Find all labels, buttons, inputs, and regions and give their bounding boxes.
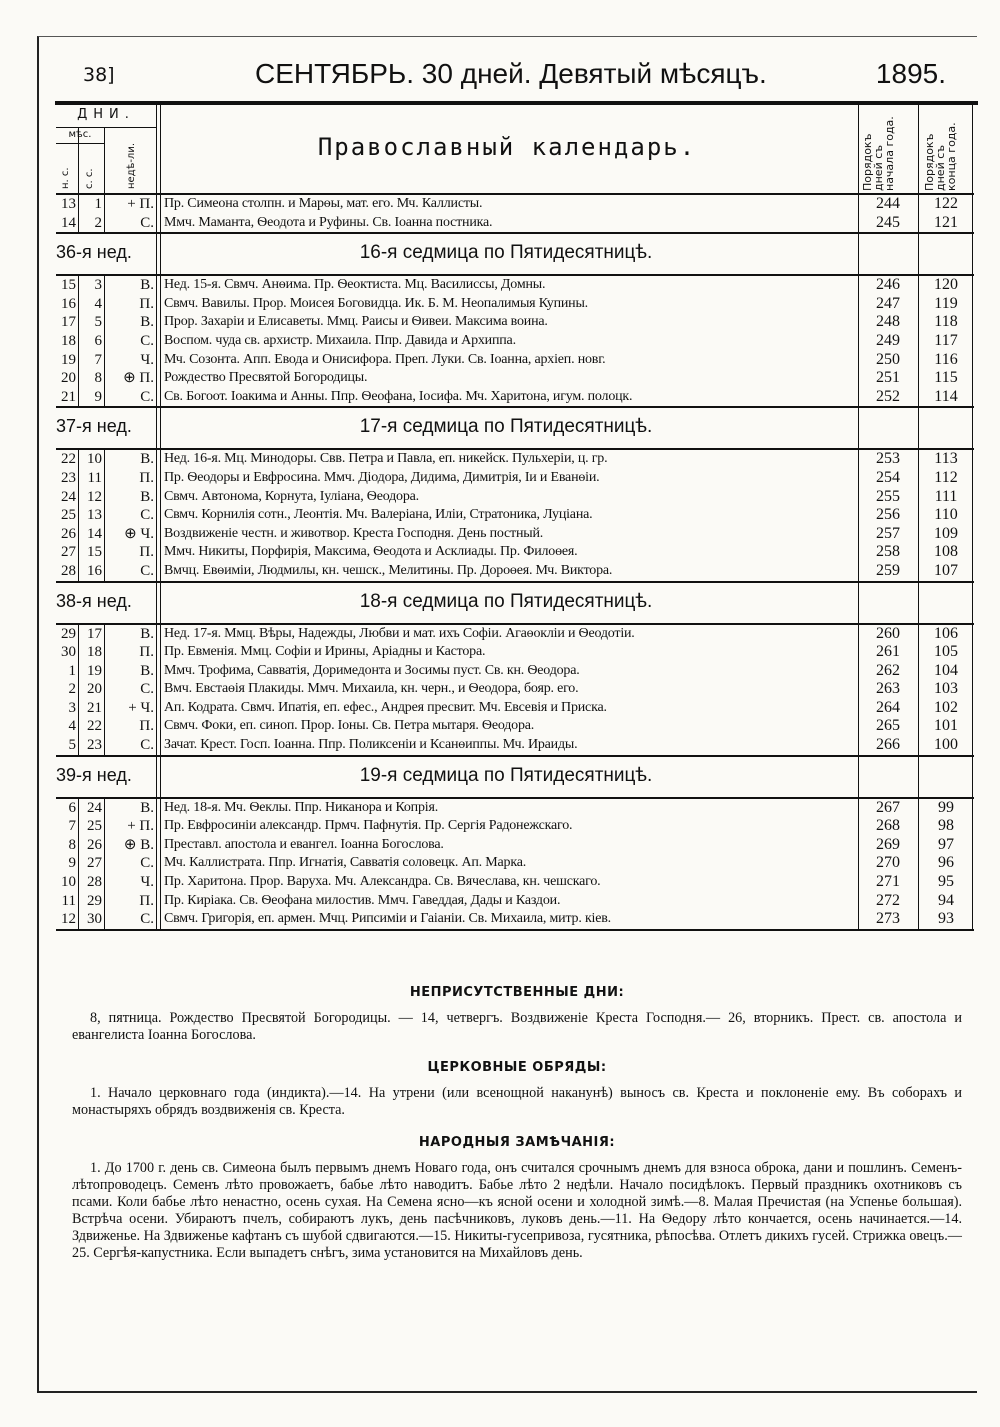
saints-text: Нед. 17-я. Ммц. Вѣры, Надежды, Любви и мат. ихъ Софіи. Агаѳокліи и Ѳеодотіи.: [164, 625, 635, 641]
days-to-end: 97: [938, 835, 954, 853]
day-of-year: 267: [876, 798, 900, 816]
saints-text: Нед. 15-я. Свмч. Анѳима. Пр. Ѳеоктиста. Мц. Василиссы, Домны.: [164, 277, 546, 293]
old-style-day: 29: [87, 892, 102, 909]
table-row: [56, 717, 974, 736]
week-label: 39-я нед.: [56, 764, 132, 785]
weekday: С.: [140, 911, 154, 928]
days-to-end: 114: [934, 387, 958, 405]
days-to-end: 109: [934, 524, 958, 542]
weekday: С.: [140, 562, 154, 579]
days-to-end: 101: [934, 717, 958, 735]
day-of-year: 245: [876, 213, 900, 231]
table-row: [56, 643, 974, 662]
new-style-day: 7: [68, 818, 76, 835]
day-of-year: 244: [876, 195, 900, 212]
old-style-day: 24: [87, 799, 102, 816]
new-style-day: 1: [68, 662, 76, 679]
day-of-year: 247: [876, 294, 900, 312]
days-to-end: 95: [938, 873, 954, 891]
table-row: [56, 214, 974, 233]
old-style-day: 10: [87, 451, 102, 468]
weekday: + П.: [127, 196, 154, 212]
old-style-day: 14: [87, 525, 102, 542]
new-style-day: 11: [61, 892, 76, 909]
table-row: [56, 488, 974, 507]
days-to-end: 119: [934, 294, 958, 312]
old-style-day: 30: [87, 911, 102, 928]
saints-text: Пр. Киріака. Св. Ѳеофана милостив. Ммч. Гаведдая, Дады и Каздои.: [164, 892, 561, 908]
saints-text: Нед. 18-я. Мч. Ѳеклы. Ппр. Никанора и Копрія.: [164, 799, 439, 815]
order-start-header: Порядокъ дней съ начала года.: [861, 116, 896, 191]
old-style-day: 22: [87, 718, 102, 735]
week-header: [56, 581, 974, 625]
new-style-day: 14: [61, 214, 76, 231]
days-to-end: 118: [934, 313, 958, 331]
week-title: 19-я седмица по Пятидесятницѣ.: [359, 764, 653, 786]
old-style-day: 28: [87, 874, 102, 891]
old-style-day: 17: [87, 625, 102, 642]
days-to-end: 106: [934, 624, 958, 642]
weekday: П.: [139, 469, 154, 486]
day-of-year: 271: [876, 873, 900, 891]
days-to-end: 116: [934, 350, 958, 368]
saints-text: Воздвиженіе честн. и животвор. Креста Господня. День постный.: [164, 525, 544, 541]
week-label: 36-я нед.: [56, 242, 132, 263]
weekday: С.: [140, 214, 154, 231]
table-row: [56, 873, 974, 892]
day-of-year: 262: [876, 661, 900, 679]
table-row: [56, 836, 974, 855]
week-title: 16-я седмица по Пятидесятницѣ.: [359, 242, 653, 264]
days-to-end: 100: [934, 736, 958, 754]
day-of-year: 250: [876, 350, 900, 368]
new-style-day: 5: [68, 737, 76, 754]
days-to-end: 96: [938, 854, 954, 872]
saints-text: Свмч. Фоки, еп. синоп. Прор. Іоны. Св. Петра мытаря. Ѳеодора.: [164, 718, 535, 734]
table-row: [56, 699, 974, 718]
day-block: [56, 625, 974, 755]
old-style-day: 13: [87, 507, 102, 524]
days-to-end: 120: [934, 276, 958, 294]
table-row: [56, 817, 974, 836]
new-style-day: 4: [68, 718, 76, 735]
day-of-year: 251: [876, 369, 900, 387]
weekday: Ч.: [140, 351, 154, 368]
day-of-year: 246: [876, 276, 900, 294]
notes-section: [72, 985, 962, 1278]
days-to-end: 105: [934, 643, 958, 661]
weekday: С.: [140, 855, 154, 872]
table-row: [56, 892, 974, 911]
new-style-day: 2: [68, 681, 76, 698]
old-style-day: 21: [87, 699, 102, 716]
day-of-year: 253: [876, 450, 900, 468]
saints-text: Воспом. чуда св. архистр. Михаила. Ппр. Давида и Архиппа.: [164, 332, 516, 348]
new-style-day: 10: [61, 874, 76, 891]
old-style-day: 16: [87, 562, 102, 579]
old-style-day: 4: [94, 295, 102, 312]
week-title: 17-я седмица по Пятидесятницѣ.: [359, 416, 653, 438]
table-row: [56, 388, 974, 407]
month-subheader: мѣс.: [56, 129, 104, 144]
new-style-day: 19: [61, 351, 76, 368]
saints-text: Ммч. Трофима, Савватія, Доримедонта и Зосимы пуст. Св. кн. Ѳеодора.: [164, 662, 580, 678]
day-of-year: 258: [876, 543, 900, 561]
days-to-end: 104: [934, 661, 958, 679]
saints-text: Вмч. Евстаѳія Плакиды. Ммч. Михаила, кн. черн., и Ѳеодора, бояр. его.: [164, 681, 579, 697]
week-header: [56, 232, 974, 276]
old-style-day: 27: [87, 855, 102, 872]
table-row: [56, 736, 974, 755]
new-style-day: 12: [61, 911, 76, 928]
calendar-table: [56, 105, 974, 931]
day-block: [56, 450, 974, 580]
day-of-year: 264: [876, 698, 900, 716]
rites-heading: ЦЕРКОВНЫЕ ОБРЯДЫ:: [427, 1060, 607, 1075]
saints-text: Преставл. апостола и евангел. Іоанна Богослова.: [164, 836, 444, 852]
saints-text: Мч. Каллистрата. Ппр. Игнатія, Савватія соловецк. Ап. Марка.: [164, 855, 527, 871]
saints-text: Пр. Симеона столпн. и Марѳы, мат. его. Мч. Каллисты.: [164, 196, 483, 211]
table-row: [56, 525, 974, 544]
saints-text: Нед. 16-я. Мц. Минодоры. Свв. Петра и Павла, еп. никейск. Пульхеріи, ц. гр.: [164, 451, 608, 467]
new-style-day: 28: [61, 562, 76, 579]
saints-text: Свмч. Григорія, еп. армен. Мчц. Рипсиміи и Гаіаніи. Св. Михаила, митр. кіев.: [164, 911, 611, 927]
week-title: 18-я седмица по Пятидесятницѣ.: [359, 590, 653, 612]
saints-text: Прор. Захаріи и Елисаветы. Ммц. Раисы и Ѳивеи. Максима воина.: [164, 314, 548, 330]
saints-text: Ап. Кодрата. Свмч. Ипатія, еп. ефес., Андрея пресвит. Мч. Евсевія и Приска.: [164, 699, 607, 715]
page-number: 38]: [83, 64, 115, 86]
days-to-end: 99: [938, 798, 954, 816]
new-style-day: 16: [61, 295, 76, 312]
table-row: [56, 195, 974, 214]
new-style-day: 17: [61, 314, 76, 331]
day-of-year: 272: [876, 891, 900, 909]
page-year: 1895.: [875, 58, 946, 89]
day-block: [56, 195, 974, 232]
days-to-end: 94: [938, 891, 954, 909]
weekday: С.: [140, 737, 154, 754]
table-row: [56, 313, 974, 332]
day-of-year: 255: [876, 487, 900, 505]
folk-heading: НАРОДНЫЯ ЗАМѢЧАНІЯ:: [418, 1135, 616, 1150]
new-style-day: 21: [61, 388, 76, 405]
rites-text: 1. Начало церковнаго года (индикта).—14. На утрени (или всенощной наканунѣ) выносъ св. Креста и поклоненіе ему. Въ соборахъ и монастыряхъ обрядъ воздвиженія св. Креста.: [72, 1085, 962, 1118]
days-to-end: 107: [934, 561, 958, 579]
old-style-day: 7: [94, 351, 102, 368]
new-style-day: 26: [61, 525, 76, 542]
saints-text: Свмч. Корнилія сотн., Леонтія. Мч. Валеріана, Иліи, Стратоника, Луціана.: [164, 507, 593, 523]
day-of-year: 261: [876, 643, 900, 661]
day-of-year: 265: [876, 717, 900, 735]
page-header: [55, 58, 954, 98]
table-row: [56, 295, 974, 314]
table-row: [56, 910, 974, 929]
weekday: ⊕ Ч.: [124, 525, 154, 542]
days-to-end: 117: [934, 331, 958, 349]
new-style-day: 3: [68, 699, 76, 716]
saints-text: Ммч. Никиты, Порфирія, Максима, Ѳеодота и Асклиады. Пр. Филоѳея.: [164, 544, 578, 560]
old-style-day: 19: [87, 662, 102, 679]
weekday: + Ч.: [128, 699, 154, 716]
weekday: Ч.: [140, 874, 154, 891]
old-style-day: 15: [87, 544, 102, 561]
folk-text: 1. До 1700 г. день св. Симеона былъ первымъ днемъ Новаго года, онъ считался срочнымъ днемъ для взноса оброка, дани и пошлинъ. Семенъ-лѣтопроводецъ. Семенъ лѣто провожаетъ, бабье лѣто наводитъ. Бабье лѣто 2 недѣли. Начало посидѣлокъ. Первый праздникъ охотниковъ съ псами. Коли бабье лѣто ненастно, осень сухая. На Семена ясно—къ ясной осени и холодной зимѣ.—8. Малая Пречистая (на Успенье большая). Встрѣча осени. Убираютъ пчелъ, собираютъ лукъ, день пасѣчниковъ, луковъ день.—11. На Ѳедору лѣто кончается, осень начинается.—14. Здвиженье. На Здвиженье кафтанъ съ шубой сдвигаются.—15. Никиты-гусепривоза, гусятника, рѣпосѣва. Отлетъ дикихъ гусей. Стрижка овецъ.—25. Сергѣя-капустника. Если выпадетъ снѣгъ, зима установится на Михайловъ день.: [72, 1160, 962, 1261]
day-of-year: 268: [876, 817, 900, 835]
calendar-body: [56, 195, 974, 929]
table-row: [56, 799, 974, 818]
week-header: [56, 755, 974, 799]
table-bottom-rule: [56, 929, 974, 931]
order-end-header: Порядокъ дней съ конца года.: [923, 122, 958, 191]
table-row: [56, 351, 974, 370]
table-row: [56, 276, 974, 295]
weekday: В.: [140, 799, 154, 816]
weekday: С.: [140, 388, 154, 405]
days-to-end: 103: [934, 680, 958, 698]
table-row: [56, 854, 974, 873]
weekday: В.: [140, 277, 154, 294]
days-to-end: 111: [934, 487, 958, 505]
days-to-end: 93: [938, 910, 954, 928]
weekday: ⊕ П.: [123, 370, 154, 387]
saints-text: Пр. Харитона. Прор. Варуха. Мч. Александра. Св. Вячеслава, кн. чешскаго.: [164, 874, 601, 890]
old-style-header: с. с.: [84, 168, 95, 189]
table-row: [56, 450, 974, 469]
days-to-end: 121: [934, 213, 958, 231]
weekday: П.: [139, 644, 154, 661]
new-style-day: 30: [61, 644, 76, 661]
day-of-year: 269: [876, 835, 900, 853]
old-style-day: 6: [94, 332, 102, 349]
weekday: В.: [140, 314, 154, 331]
new-style-day: 8: [68, 836, 76, 853]
weekday: ⊕ В.: [123, 836, 154, 853]
weekday: В.: [140, 488, 154, 505]
saints-text: Свмч. Вавилы. Прор. Моисея Боговидца. Ик. Б. М. Неопалимыя Купины.: [164, 295, 588, 311]
days-to-end: 110: [934, 506, 958, 524]
new-style-day: 23: [61, 469, 76, 486]
table-row: [56, 562, 974, 581]
holidays-heading: НЕПРИСУТСТВЕННЫЕ ДНИ:: [409, 985, 625, 1000]
weekday: С.: [140, 681, 154, 698]
saints-text: Пр. Евфросиніи александр. Прмч. Пафнутія. Пр. Сергія Радонежскаго.: [164, 818, 573, 834]
table-row: [56, 662, 974, 681]
days-to-end: 98: [938, 817, 954, 835]
saints-text: Пр. Ѳеодоры и Евфросина. Ммч. Діодора, Дидима, Димитрія, Іи и Еванѳіи.: [164, 469, 600, 485]
table-row: [56, 680, 974, 699]
day-block: [56, 276, 974, 406]
new-style-day: 6: [68, 799, 76, 816]
table-row: [56, 625, 974, 644]
weekday: П.: [139, 295, 154, 312]
old-style-day: 23: [87, 737, 102, 754]
day-of-year: 249: [876, 331, 900, 349]
old-style-day: 1: [94, 196, 102, 212]
day-of-year: 259: [876, 561, 900, 579]
old-style-day: 8: [94, 370, 102, 387]
week-label: 37-я нед.: [56, 416, 132, 437]
day-of-year: 248: [876, 313, 900, 331]
new-style-day: 9: [68, 855, 76, 872]
day-of-year: 270: [876, 854, 900, 872]
old-style-day: 5: [94, 314, 102, 331]
weekday: В.: [140, 662, 154, 679]
day-block: [56, 799, 974, 929]
old-style-day: 20: [87, 681, 102, 698]
day-of-year: 273: [876, 910, 900, 928]
days-to-end: 112: [934, 468, 958, 486]
week-header: [56, 406, 974, 450]
page-title: СЕНТЯБРЬ. 30 дней. Девятый мѣсяцъ.: [255, 58, 767, 89]
weekday: П.: [139, 544, 154, 561]
weekday-header: недѣ-ли.: [126, 142, 137, 189]
new-style-day: 20: [61, 370, 76, 387]
saints-text: Св. Богоот. Іоакима и Анны. Ппр. Ѳеофана, Іосифа. Мч. Харитона, игум. полоцк.: [164, 388, 633, 404]
new-style-day: 27: [61, 544, 76, 561]
days-to-end: 115: [934, 369, 958, 387]
day-of-year: 257: [876, 524, 900, 542]
table-row: [56, 506, 974, 525]
days-to-end: 102: [934, 698, 958, 716]
saints-text: Пр. Евменія. Ммц. Софіи и Ирины, Аріадны и Кастора.: [164, 644, 486, 660]
table-row: [56, 332, 974, 351]
old-style-day: 26: [87, 836, 102, 853]
day-of-year: 256: [876, 506, 900, 524]
new-style-day: 24: [61, 488, 76, 505]
saints-text: Вмчц. Евѳиміи, Людмилы, кн. чешск., Мелитины. Пр. Дороѳея. Мч. Виктора.: [164, 562, 613, 578]
old-style-day: 9: [94, 388, 102, 405]
weekday: В.: [140, 451, 154, 468]
new-style-day: 13: [61, 196, 76, 212]
day-of-year: 263: [876, 680, 900, 698]
saints-text: Рождество Пресвятой Богородицы.: [164, 370, 368, 386]
old-style-day: 25: [87, 818, 102, 835]
table-row: [56, 469, 974, 488]
weekday: П.: [139, 892, 154, 909]
day-of-year: 254: [876, 468, 900, 486]
new-style-day: 18: [61, 332, 76, 349]
holidays-text: 8, пятница. Рождество Пресвятой Богородицы. — 14, четвергъ. Воздвиженіе Креста Господня.— 26, вторникъ. Прест. св. апостола и евангелиста Іоанна Богослова.: [72, 1010, 962, 1043]
saints-text: Свмч. Автонома, Корнута, Іуліана, Ѳеодора.: [164, 488, 419, 504]
old-style-day: 3: [94, 277, 102, 294]
weekday: + П.: [127, 818, 154, 835]
saints-text: Ммч. Маманта, Ѳеодота и Руфины. Св. Іоанна постника.: [164, 214, 493, 230]
day-of-year: 252: [876, 387, 900, 405]
old-style-day: 11: [87, 469, 102, 486]
days-header: ДНИ.: [56, 107, 156, 128]
calendar-title: Православный календарь.: [317, 133, 697, 161]
new-style-day: 29: [61, 625, 76, 642]
saints-text: Мч. Созонта. Апп. Евода и Онисифора. Преп. Луки. Св. Іоанна, архіеп. новг.: [164, 351, 606, 367]
saints-text: Зачат. Крест. Госп. Іоанна. Ппр. Поликсеніи и Ксанѳиппы. Мч. Ираиды.: [164, 737, 578, 753]
new-style-header: н. с.: [60, 167, 71, 189]
old-style-day: 2: [94, 214, 102, 231]
week-label: 38-я нед.: [56, 590, 132, 611]
weekday: С.: [140, 507, 154, 524]
new-style-day: 22: [61, 451, 76, 468]
days-to-end: 108: [934, 543, 958, 561]
table-row: [56, 543, 974, 562]
weekday: С.: [140, 332, 154, 349]
days-to-end: 122: [934, 195, 958, 212]
days-to-end: 113: [934, 450, 958, 468]
weekday: В.: [140, 625, 154, 642]
table-header: [56, 105, 974, 195]
old-style-day: 18: [87, 644, 102, 661]
day-of-year: 266: [876, 736, 900, 754]
day-of-year: 260: [876, 624, 900, 642]
new-style-day: 15: [61, 277, 76, 294]
new-style-day: 25: [61, 507, 76, 524]
old-style-day: 12: [87, 488, 102, 505]
table-row: [56, 369, 974, 388]
weekday: П.: [139, 718, 154, 735]
